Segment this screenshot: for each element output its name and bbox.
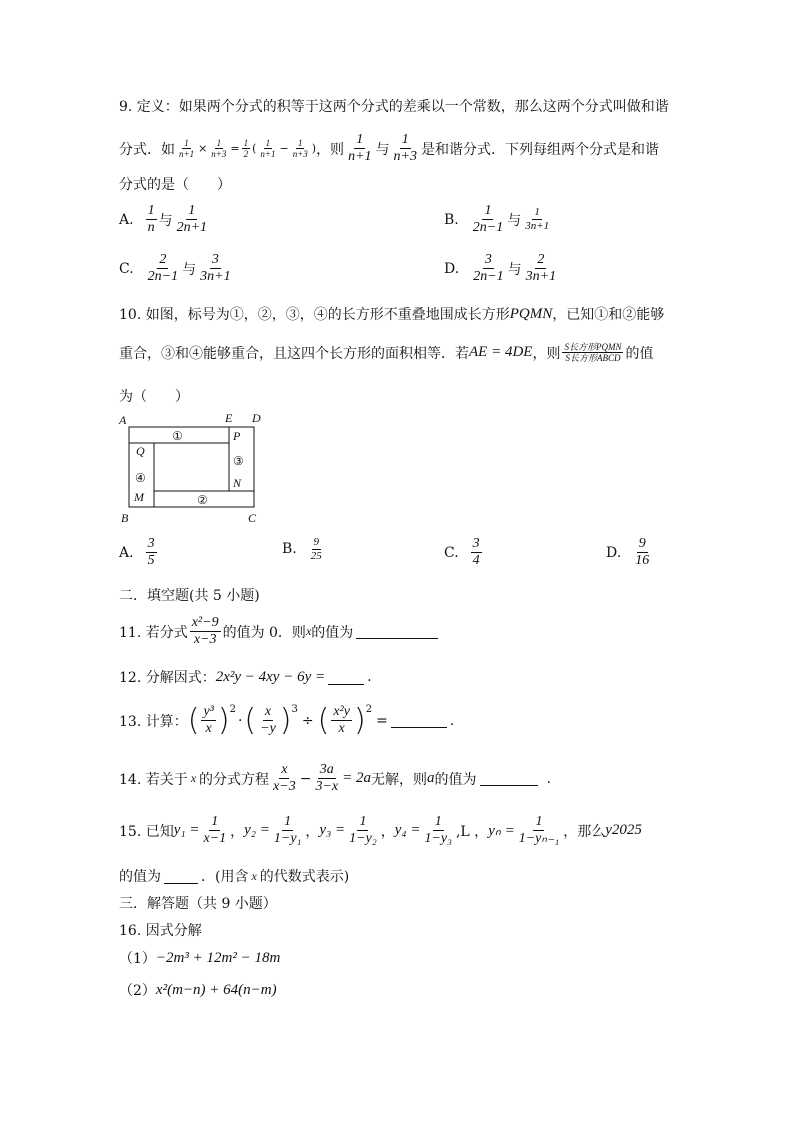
label-b: B — [121, 511, 129, 525]
q15-y2025: y2025 — [605, 822, 642, 839]
q16-expression-1: −2m³ + 12m² − 18m — [155, 949, 281, 966]
q9-example-frac-3: $\frac{1}{n+1}$ — [260, 137, 276, 160]
q10-figure — [115, 410, 265, 528]
q9-text-2b: ，则 — [316, 141, 345, 158]
label-m: M — [134, 490, 144, 504]
q10-option-d[interactable]: D. $\frac{9}{16}$ — [606, 536, 650, 569]
q9-frac-2: $\frac{1}{n+3}$ — [393, 132, 417, 165]
q13-line: 13. 计算： ( $\frac{\text{y³}}{x}$ ) 2 · ( $\frac{x}{-y}$ ) 3 ÷ ( $\frac{\text{x²y}}{x}$ ) 2 = . — [119, 702, 455, 738]
q12-line: 12. 分解因式： 2x²y − 4xy − 6y = . — [119, 668, 372, 686]
label-e: E — [225, 411, 233, 425]
q16-part2: （2） x²(m−n) + 64(n−m) — [119, 981, 277, 999]
q10-option-a[interactable]: A. $\frac{3}{5}$ — [119, 536, 155, 569]
q14-answer-blank[interactable] — [480, 771, 538, 786]
q9-line2 — [119, 132, 659, 165]
q10-line1: 10. 如图，标号为①，②，③，④的长方形不重叠地围成长方形 PQMN ，已知①和②能够 — [119, 305, 665, 323]
section-2-heading: 二．填空题(共 5 小题) — [119, 588, 260, 604]
q12-answer-blank[interactable] — [328, 670, 364, 685]
q15-answer-blank[interactable] — [164, 869, 198, 884]
q11-frac: $\frac{\text{x²−9}}{x-3}$ — [191, 615, 219, 648]
q9-option-c[interactable]: C. $\frac{2}{2n-1}$ 与 $\frac{3}{3n+1}$ — [119, 252, 231, 285]
label-r2: ② — [197, 493, 208, 507]
q15-line2: 的值为 ．(用含 x 的代数式表示) — [119, 868, 350, 885]
label-c: C — [248, 511, 257, 525]
right-paren: ) — [311, 142, 317, 156]
label-r3: ③ — [233, 454, 244, 468]
q14-line: 14. 若关于 x 的分式方程 $\frac{x}{x-3}$ − $\frac{3a}{3-x}$ = 2a 无解，则 a 的值为 . — [119, 762, 551, 795]
q9-text-2c: 是和谐分式．下列每组两个分式是和谐 — [420, 141, 659, 158]
q9-frac-1: $\frac{1}{n+1}$ — [348, 132, 372, 165]
q9-text-1: 9. 定义：如果两个分式的积等于这两个分式的差乘以一个常数，那么这两个分式叫做和谐 — [119, 99, 669, 115]
q9-option-d[interactable]: D. $\frac{3}{2n-1}$ 与 $\frac{2}{3n+1}$ — [444, 252, 557, 285]
section-3-heading: 三．解答题（共 9 小题） — [119, 896, 277, 912]
q15-line1: 15. 已知 y₁ = $\frac{1}{x-1}$ ， y₂ = $\frac{1}{\text{1−y₁}}$ ， y₃ = $\frac{1}{\text{1−y₂}}$ ， y₄ = $\frac{1}{\text{1−y₃}}$ ,L ， yₙ = $\frac{1}{\text{1−yₙ₋₁}}$ ，那么 y2025 — [119, 814, 642, 847]
label-p: P — [233, 429, 241, 443]
left-paren: ( — [252, 142, 257, 156]
q9-example-frac-4: $\frac{1}{n+3}$ — [292, 137, 308, 160]
q9-line1 — [119, 96, 669, 116]
q16-title: 16. 因式分解 — [119, 923, 202, 939]
q9-text-2a: 分式．如 — [119, 141, 175, 158]
q9-example-half: $\frac{1}{2}$ — [243, 137, 249, 160]
q10-ae-condition: AE = 4DE — [469, 344, 533, 361]
q10-ratio: $\frac{\text{S长方形PQMN}}{\text{S长方形ABCD}}$ — [564, 342, 622, 364]
label-q: Q — [136, 444, 145, 458]
q9-example-frac-2: $\frac{1}{n+3}$ — [211, 137, 227, 160]
q10-pqmn: PQMN — [509, 305, 553, 322]
times-sign: × — [198, 142, 208, 156]
minus-sign: − — [279, 142, 289, 156]
q12-expression: 2x²y − 4xy − 6y = — [215, 668, 326, 685]
q16-expression-2: x²(m−n) + 64(n−m) — [155, 981, 277, 998]
q11-answer-blank[interactable] — [356, 624, 438, 639]
label-a: A — [119, 413, 127, 427]
equals-sign: = — [230, 142, 240, 156]
q13-answer-blank[interactable] — [391, 713, 447, 728]
q10-option-b[interactable]: B. $\frac{9}{25}$ — [282, 536, 322, 562]
label-r4: ④ — [135, 471, 146, 485]
q10-line3: 为（ ） — [119, 389, 189, 405]
label-d: D — [252, 411, 261, 425]
q9-option-a[interactable]: A. $\frac{1}{n}$ 与 $\frac{1}{2n+1}$ — [119, 203, 208, 236]
q10-line2: 重合，③和④能够重合，且这四个长方形的面积相等．若 AE = 4DE ，则 $\frac{\text{S长方形PQMN}}{\text{S长方形ABCD}}$ 的值 — [119, 342, 654, 364]
q9-text-3: 分式的是（ ） — [119, 177, 231, 193]
q9-line3 — [119, 174, 231, 194]
q11-line: 11. 若分式 $\frac{\text{x²−9}}{x-3}$ 的值为 0．则 x 的值为 — [119, 615, 441, 648]
q16-part1: （1） −2m³ + 12m² − 18m — [119, 949, 281, 967]
label-r1: ① — [172, 429, 183, 443]
label-n: N — [233, 476, 242, 490]
q10-option-c[interactable]: C. $\frac{3}{4}$ — [444, 536, 480, 569]
q9-example-frac-1: $\frac{1}{n+1}$ — [179, 137, 195, 160]
q9-yu: 与 — [375, 141, 390, 158]
q9-option-b[interactable]: B. $\frac{1}{2n-1}$ 与 $\frac{1}{3n+1}$ — [444, 203, 550, 236]
